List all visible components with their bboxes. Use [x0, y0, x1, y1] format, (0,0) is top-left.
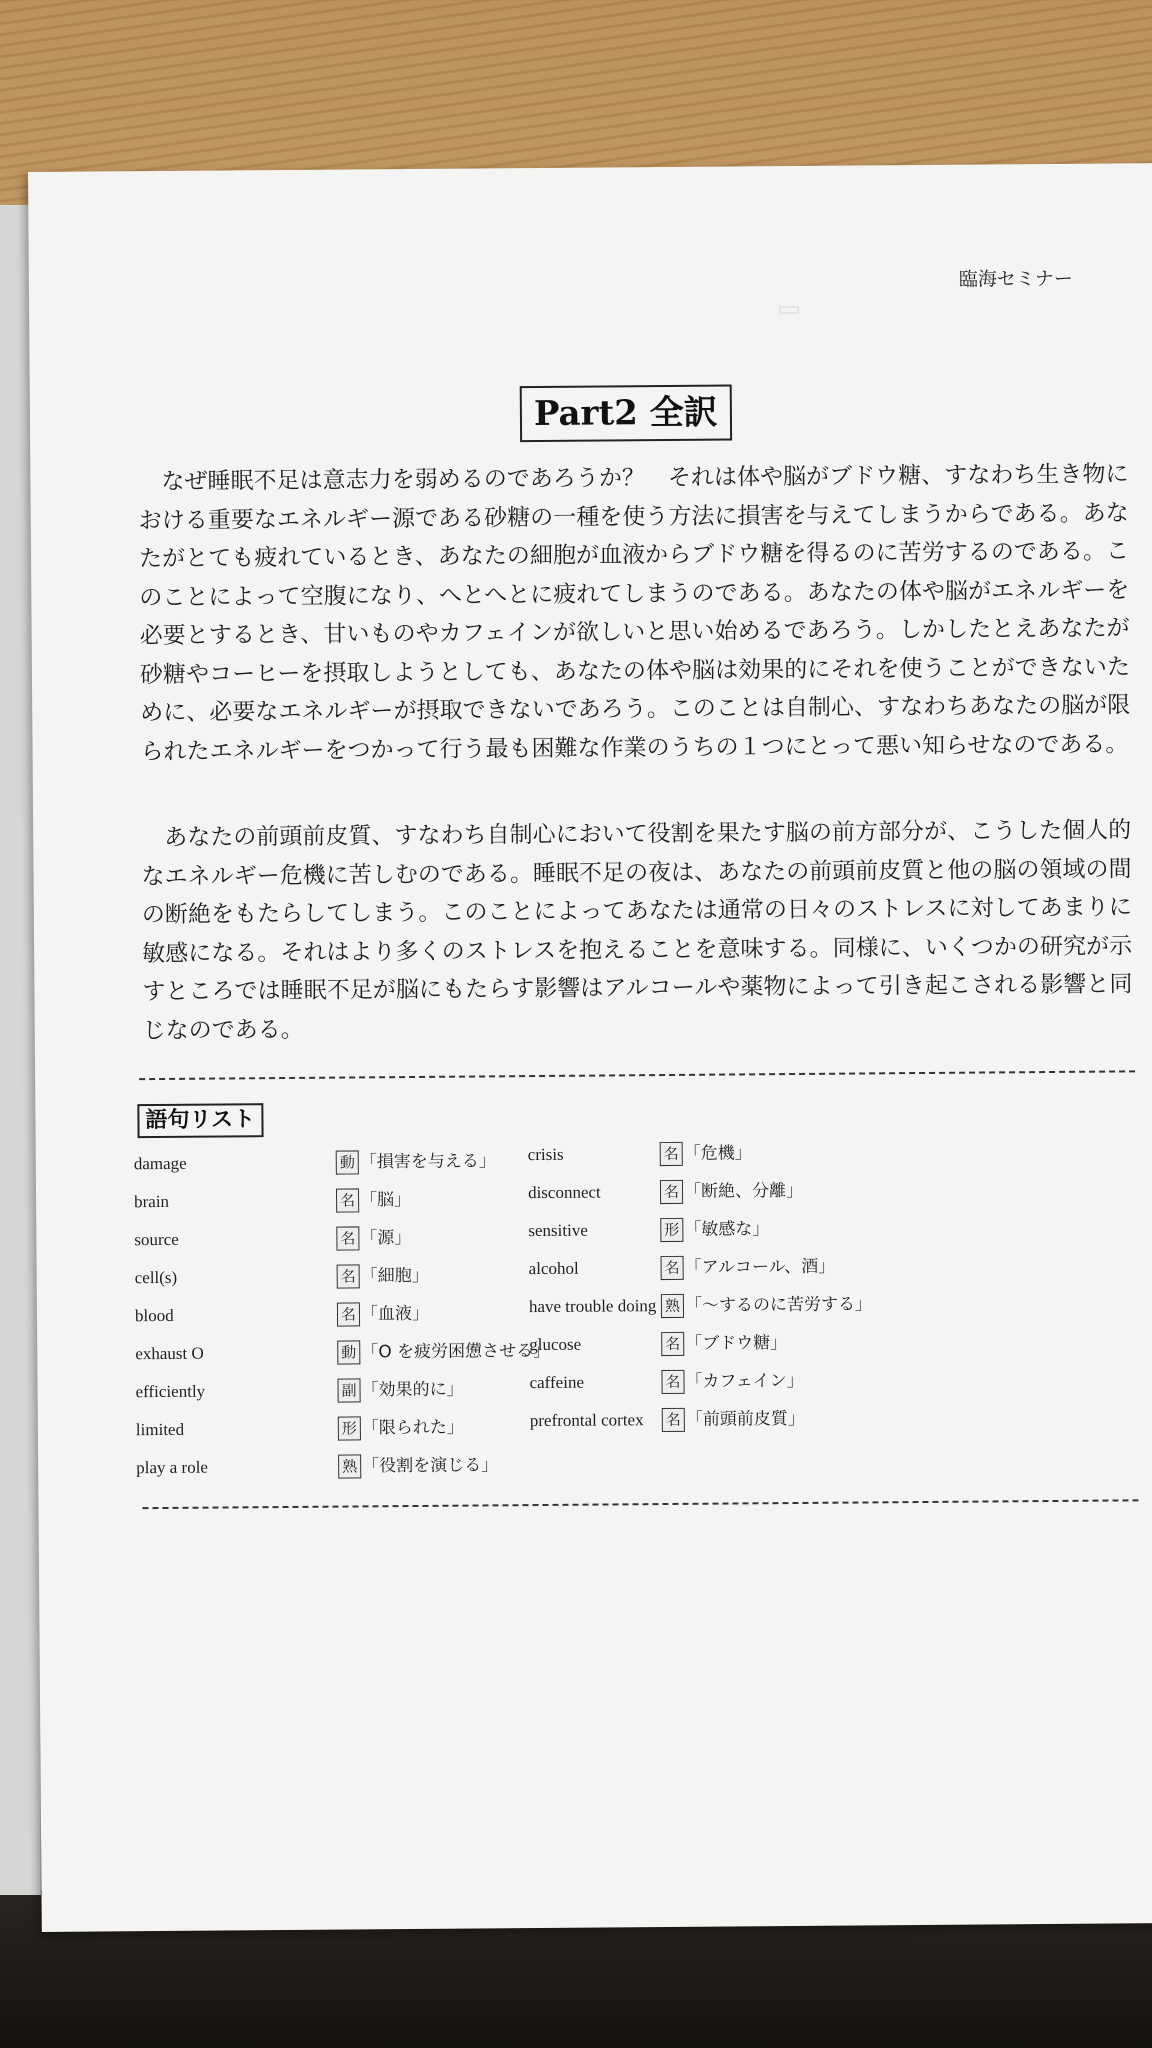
- vocab-japanese: 「アルコール、酒」: [684, 1256, 836, 1278]
- vocab-english: have trouble doing: [528, 1296, 657, 1317]
- part-of-speech-badge: 名: [661, 1370, 684, 1394]
- part-of-speech-badge: 名: [662, 1408, 685, 1432]
- vocab-row: [529, 1364, 1029, 1398]
- vocab-english: damage: [133, 1153, 187, 1174]
- vocab-row: [136, 1449, 636, 1483]
- part-of-speech-badge: 熟: [661, 1294, 684, 1318]
- vocab-japanese: 「限られた」: [361, 1417, 464, 1439]
- vocab-list-title: 語句リスト: [137, 1103, 263, 1138]
- vocab-japanese: 「敏感な」: [684, 1219, 770, 1240]
- vocab-japanese: 「細胞」: [360, 1265, 429, 1287]
- vocab-japanese: 「危機」: [683, 1143, 752, 1164]
- vocab-english: blood: [134, 1305, 174, 1326]
- vocab-japanese: 「役割を演じる」: [362, 1455, 499, 1477]
- bleed-through-text: [779, 306, 799, 314]
- vocab-english: efficiently: [135, 1381, 206, 1402]
- part-of-speech-badge: 動: [337, 1340, 360, 1364]
- vocab-english: alcohol: [528, 1258, 579, 1279]
- divider-top: [139, 1070, 1135, 1080]
- vocab-english: brain: [134, 1191, 170, 1212]
- vocab-english: exhaust O: [135, 1343, 204, 1364]
- part-of-speech-badge: 名: [661, 1256, 684, 1280]
- vocab-row: [528, 1212, 1028, 1246]
- vocab-japanese: 「断絶、分離」: [683, 1180, 804, 1202]
- part-of-speech-badge: 名: [337, 1264, 360, 1288]
- vocab-english: disconnect: [527, 1182, 601, 1203]
- vocab-row: [529, 1326, 1029, 1360]
- publisher-header: 臨海セミナー: [958, 267, 1073, 291]
- vocab-japanese: 「源」: [360, 1228, 412, 1249]
- vocab-japanese: 「ブドウ糖」: [685, 1333, 788, 1354]
- vocab-english: sensitive: [528, 1220, 588, 1241]
- vocab-row: [530, 1402, 1030, 1436]
- vocab-english: glucose: [529, 1334, 582, 1355]
- vocab-english: limited: [135, 1419, 185, 1440]
- part-of-speech-badge: 名: [661, 1332, 684, 1356]
- vocab-english: crisis: [527, 1144, 564, 1165]
- vocab-japanese: 「血液」: [360, 1303, 430, 1325]
- vocab-row: [529, 1250, 1029, 1284]
- paragraph-1: なぜ睡眠不足は意志力を弱めるのであろうか？ それは体や脳がブドウ糖、すなわち生き物における重要なエネルギー源である砂糖の一種を使う方法に損害を与えてしまうからである。あなたがとても疲れているとき、あなたの細胞が血液からブドウ糖を得るのに苦労するのである。このことによって空腹になり、へとへとに疲れてしまうのである。あなたの体や脳がエネルギーを必要とするとき、甘いものやカフェインが欲しいと思い始めるであろう。しかしたとえあなたが砂糖やコーヒーを摂取しようとしても、あなたの体や脳は効果的にそれを使うことができないために、必要なエネルギーが摂取できないであろう。このことは自制心、すなわちあなたの脳が限られたエネルギーをつかって行う最も困難な作業のうちの１つにとって悪い知らせなのである。: [138, 461, 1131, 765]
- vocab-japanese: 「カフェイン」: [685, 1370, 804, 1392]
- page-title: Part2 全訳: [520, 384, 732, 442]
- part-of-speech-badge: 名: [336, 1188, 359, 1212]
- divider-bottom: [142, 1499, 1138, 1509]
- document-page: [28, 163, 1152, 1932]
- paragraph-2: あなたの前頭前皮質、すなわち自制心において役割を果たす脳の前方部分が、こうした個人的なエネルギー危機に苦しむのである。睡眠不足の夜は、あなたの前頭前皮質と他の脳の領域の間の断絶をもたらしてしまう。このことによってあなたは通常の日々のストレスに対してあまりに敏感になる。それはより多くのストレスを抱えることを意味する。同様に、いくつかの研究が示すところでは睡眠不足が脳にもたらす影響はアルコールや薬物によって引き起こされる影響と同じなのである。: [141, 817, 1133, 1044]
- part-of-speech-badge: 名: [337, 1302, 360, 1326]
- vocab-japanese: 「損害を与える」: [359, 1151, 496, 1173]
- part-of-speech-badge: 副: [337, 1378, 360, 1402]
- part-of-speech-badge: 形: [338, 1416, 361, 1440]
- vocab-row: [528, 1136, 1028, 1170]
- part-of-speech-badge: 形: [660, 1218, 683, 1242]
- part-of-speech-badge: 名: [660, 1142, 683, 1166]
- vocab-japanese: 「脳」: [360, 1190, 412, 1211]
- vocab-row: [528, 1174, 1028, 1208]
- vocab-english: source: [134, 1229, 179, 1250]
- vocab-japanese: 「O を疲労困憊させる」: [361, 1340, 551, 1363]
- vocab-english: cell(s): [134, 1267, 178, 1288]
- vocab-english: caffeine: [529, 1372, 585, 1393]
- part-of-speech-badge: 名: [336, 1226, 359, 1250]
- vocab-english: play a role: [136, 1457, 209, 1478]
- part-of-speech-badge: 熟: [338, 1454, 361, 1478]
- vocab-japanese: 「効果的に」: [361, 1379, 464, 1401]
- part-of-speech-badge: 動: [336, 1150, 359, 1174]
- vocab-japanese: 「前頭前皮質」: [685, 1408, 805, 1430]
- vocab-english: prefrontal cortex: [529, 1410, 644, 1431]
- vocab-row: [529, 1288, 1029, 1322]
- vocab-japanese: 「～するのに苦労する」: [684, 1294, 872, 1316]
- part-of-speech-badge: 名: [660, 1180, 683, 1204]
